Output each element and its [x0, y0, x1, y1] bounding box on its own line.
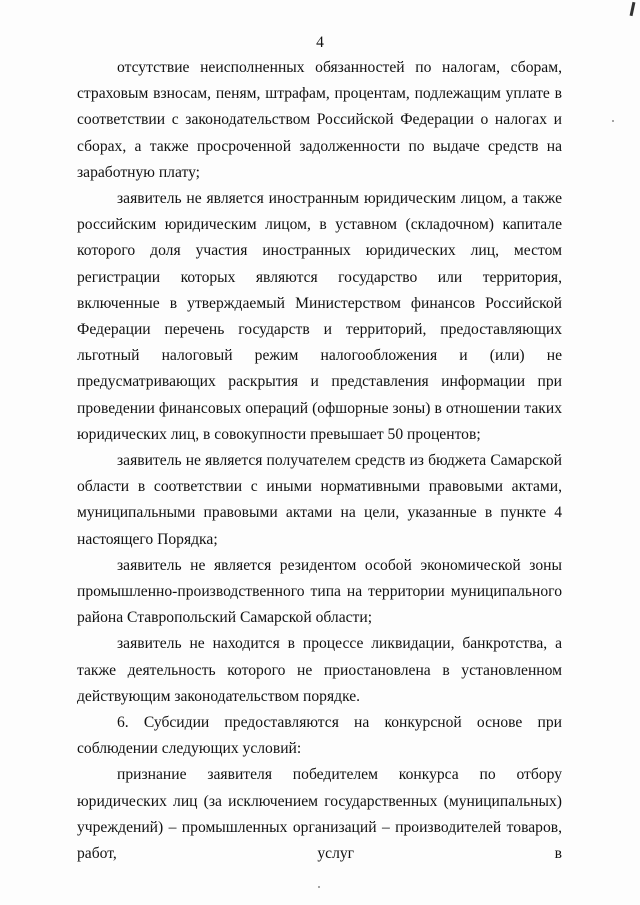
paragraph: заявитель не является иностранным юридическим лицом, а также российским юридическим лицом, в уставном (складочном) капитале которого доля участия иностранных юридических лиц, местом регистрации которых являются государство или территория, включенные в утверждаемый Министерством финансов Российской Федерации перечень государств и территорий, предоставляющих льготный налоговый режим налогообложения и (или) не предусматривающих раскрытия и представления информации при проведении финансовых операций (офшорные зоны) в отношении таких юридических лиц, в совокупности превышает 50 процентов; [77, 190, 562, 443]
page-number: 4 [316, 34, 324, 51]
scan-mark [630, 2, 636, 16]
paragraph: признание заявителя победителем конкурса по отбору юридических лиц (за исключением государственных (муниципальных) учреждений) – промышленных организаций – производителей товаров, работ, услуг в [77, 766, 562, 863]
paragraph: заявитель не является резидентом особой экономической зоны промышленно-производственного типа на территории муниципального района Ставропольский Самарской области; [77, 556, 562, 627]
paragraph: заявитель не является получателем средств из бюджета Самарской области в соответствии с иными нормативными правовыми актами, муниципальными правовыми актами на цели, указанные в пункте 4 настоящего Порядка; [77, 452, 562, 548]
paragraph: заявитель не находится в процессе ликвидации, банкротства, а также деятельность которого не приостановлена в установленном действующим законодательством порядке. [77, 635, 562, 705]
paragraph: отсутствие неисполненных обязанностей по налогам, сборам, страховым взносам, пеням, штрафам, процентам, подлежащим уплате в соответствии с законодательством Российской Федерации о налогах и сборах, а также просроченной задолженности по выдаче средств на заработную плату; [77, 59, 562, 181]
scan-speck [612, 120, 614, 122]
paragraph: 6. Субсидии предоставляются на конкурсной основе при соблюдении следующих условий: [77, 714, 562, 758]
scan-speck [318, 886, 320, 888]
document-body [77, 55, 562, 867]
